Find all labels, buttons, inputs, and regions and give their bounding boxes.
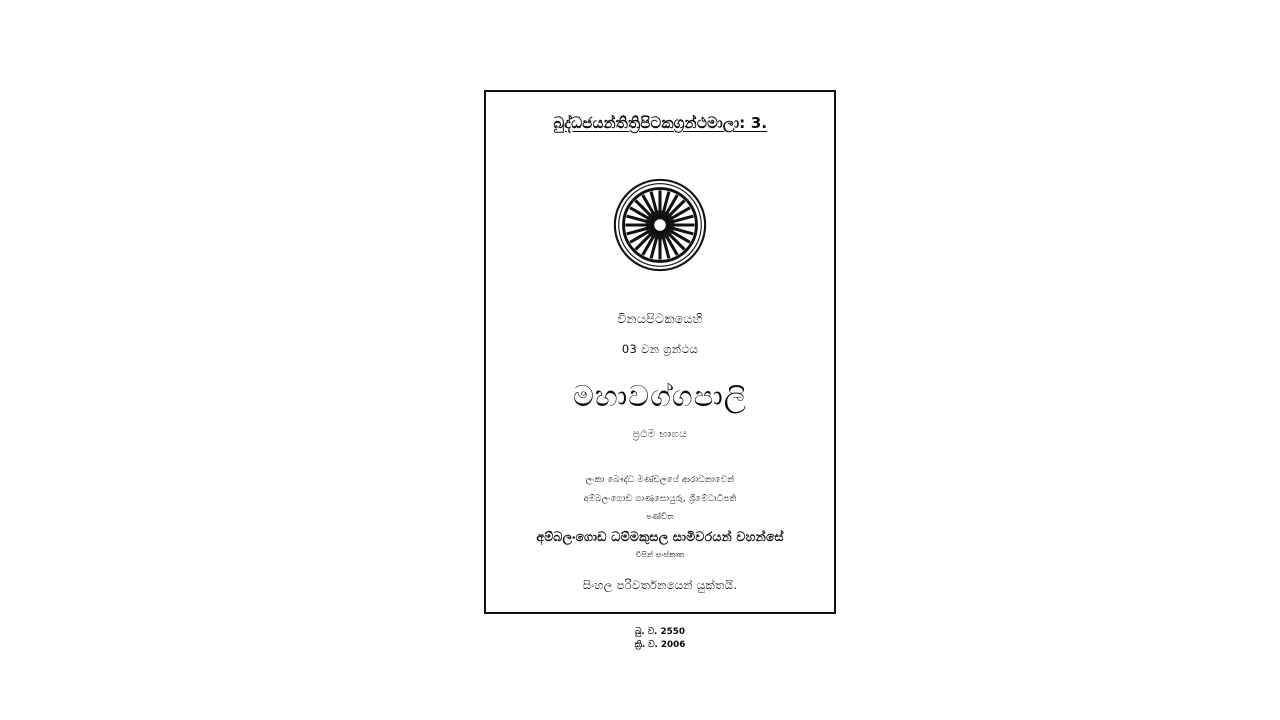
volume-subtitle: 03 වන ග්‍රන්ථය [621, 342, 699, 356]
publication-dates [635, 626, 686, 652]
title-page-content [486, 92, 834, 651]
credit-line-3: පණ්ඩිත [646, 512, 674, 522]
book-title-page [484, 90, 836, 651]
dharma-wheel-icon [612, 177, 708, 273]
credit-line-2: අම්බලංගොඩ ගාණසොයුරු, ශ්‍රීමේධාධිපති [583, 493, 737, 504]
translation-note: සිංහල පරිවර්තනයෙන් යුක්තයි. [582, 578, 738, 593]
series-title: බුද්ධජයන්තිත්‍රිපිටකග්‍රන්ථමාලා: 3. [553, 114, 767, 132]
book-main-title: මහාවග්ගපාලි [573, 379, 747, 413]
credit-line-1: ලංකා බෞද්ධ මණ්ඩලයේ ආරාධනාවෙන් [585, 475, 735, 485]
author-name: අම්බලංගොඩ ධම්මකුසල සාමිවරයන් වහන්සේ [536, 528, 784, 544]
buddhist-era-date: බු. ව. 2550 [635, 627, 685, 638]
author-note: විසින් සංස්කෘත [635, 549, 685, 559]
part-label: ප්‍රථම භාගය [632, 428, 688, 440]
pitaka-subtitle: විනයපිටකයෙහි [617, 311, 703, 326]
common-era-date: ක්‍රි. ව. 2006 [634, 640, 686, 651]
